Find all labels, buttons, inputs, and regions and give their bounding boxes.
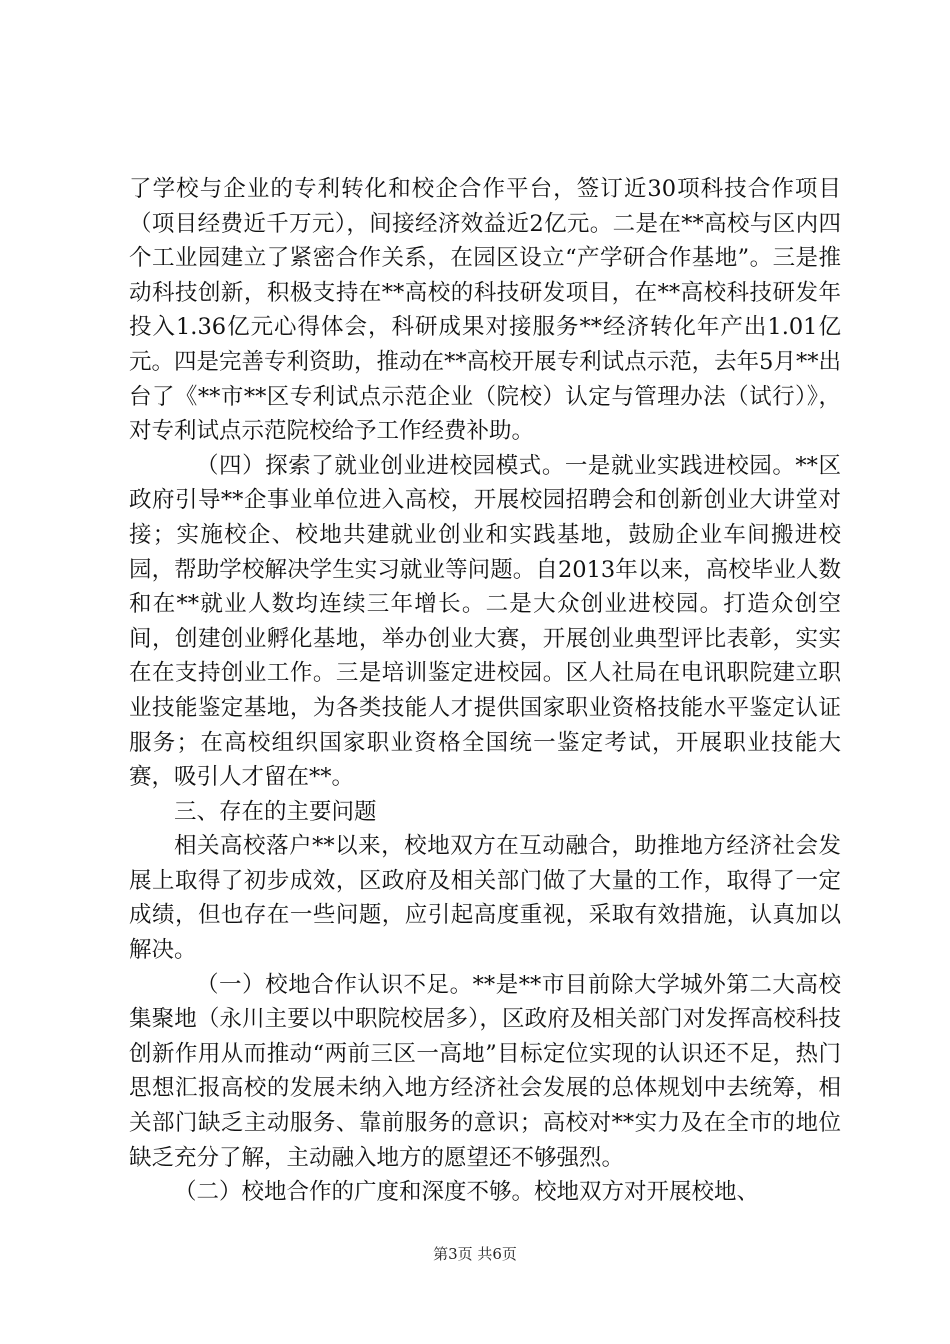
paragraph-problems-intro: 相关高校落户**以来，校地双方在互动融合，助推地方经济社会发展上取得了初步成效，区政府及相关部门做了大量的工作，取得了一定成绩，但也存在一些问题，应引起高度重视，采取有效措施，认真加以解决。 [129,833,841,964]
paragraph-insufficient-awareness: （一）校地合作认识不足。**是**市目前除大学城外第二大高校集聚地（永川主要以中职院校居多），区政府及相关部门对发挥高校科技创新作用从而推动“两前三区一高地”目标定位实现的认识还不足，热门思想汇报高校的发展未纳入地方经济社会发展的总体规划中去统筹，相关部门缺乏主动服务、靠前服务的意识；高校对**实力及在全市的地位缺乏充分了解，主动融入地方的愿望还不够强烈。 [129,971,841,1171]
paragraph-employment-entrepreneurship: （四）探索了就业创业进校园模式。一是就业实践进校园。**区政府引导**企事业单位进入高校，开展校园招聘会和创新创业大讲堂对接；实施校企、校地共建就业创业和实践基地，鼓励企业车间搬进校园，帮助学校解决学生实习就业等问题。自2013年以来，高校毕业人数和在**就业人数均连续三年增长。二是大众创业进校园。打造众创空间，创建创业孵化基地，举办创业大赛，开展创业典型评比表彰，实实在在支持创业工作。三是培训鉴定进校园。区人社局在电讯职院建立职业技能鉴定基地，为各类技能人才提供国家职业资格技能水平鉴定认证服务；在高校组织国家职业资格全国统一鉴定考试，开展职业技能大赛，吸引人才留在**。 [129,452,841,791]
section-heading-main-problems: 三、存在的主要问题 [174,798,377,825]
document-body [129,172,841,1210]
page-footer [0,1244,950,1264]
page-number: 第3页 共6页 [433,1245,517,1263]
paragraph-patent-cooperation: 了学校与企业的专利转化和校企合作平台，签订近30项科技合作项目（项目经费近千万元），间接经济效益近2亿元。二是在**高校与区内四个工业园建立了紧密合作关系，在园区设立“产学研合作基地”。三是推动科技创新，积极支持在**高校的科技研发项目，在**高校科技研发年投入1.36亿元心得体会，科研成果对接服务**经济转化年产出1.01亿元。四是完善专利资助，推动在**高校开展专利试点示范，去年5月**出台了《**市**区专利试点示范企业（院校）认定与管理办法（试行）》，对专利试点示范院校给予工作经费补助。 [129,176,841,445]
paragraph-cooperation-depth: （二）校地合作的广度和深度不够。校地双方对开展校地、 [174,1179,760,1206]
